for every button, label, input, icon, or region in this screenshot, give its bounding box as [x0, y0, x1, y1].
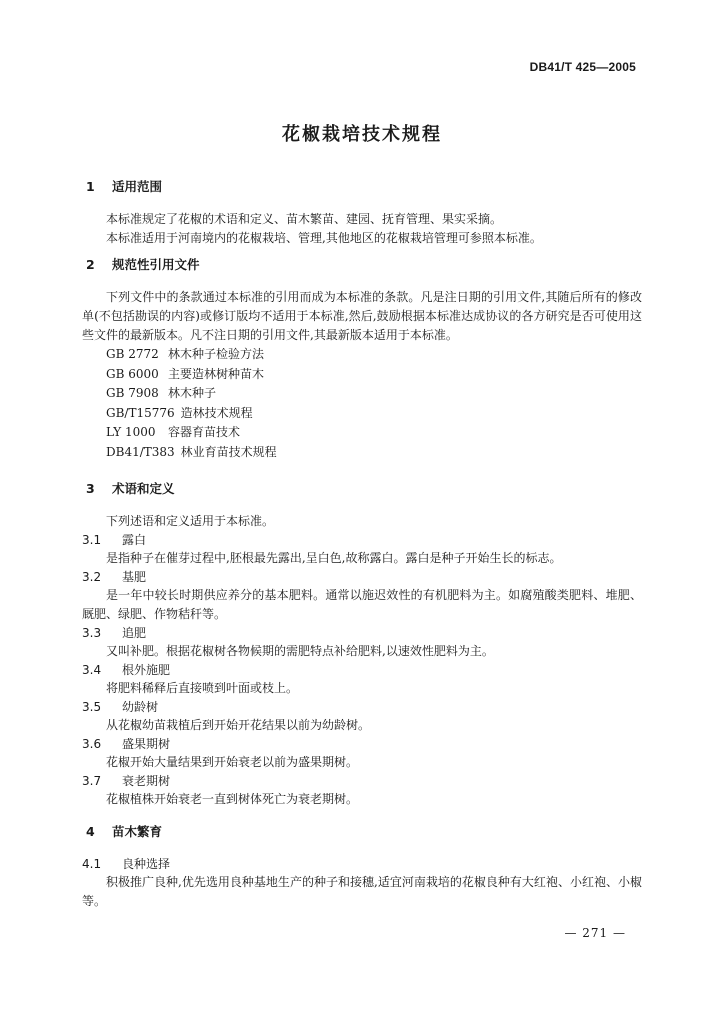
term-name: 衰老期树 — [122, 774, 171, 788]
section-heading-4 — [82, 823, 642, 841]
reference-name: 林木种子 — [168, 386, 217, 400]
term-heading — [82, 531, 642, 549]
paragraph: 下列文件中的条款通过本标准的引用而成为本标准的条款。凡是注日期的引用文件,其随后所有的修改单(不包括勘误的内容)或修订版均不适用于本标准,然后,鼓励根据本标准达成协议的各方研究是否可使用这些文件的最新版本。凡不注日期的引用文件,其最新版本适用于本标准。 — [82, 290, 642, 342]
section-title: 苗木繁育 — [112, 824, 163, 839]
paragraph: 积极推广良种,优先选用良种基地生产的种子和接穗,适宜河南栽培的花椒良种有大红袍、小红袍、小椒等。 — [82, 875, 642, 908]
subsection-title: 良种选择 — [122, 857, 171, 871]
paragraph: 本标准规定了花椒的术语和定义、苗木繁苗、建园、抚育管理、果实采摘。 — [106, 212, 503, 226]
reference-name: 林木种子检验方法 — [168, 347, 265, 361]
reference-item — [82, 384, 642, 404]
term-number: 3.1 — [82, 533, 102, 547]
term-number: 3.3 — [82, 626, 102, 640]
reference-code: GB 7908 — [106, 386, 159, 400]
term-heading — [82, 698, 642, 716]
term-definition: 又叫补肥。根据花椒树各物候期的需肥特点补给肥料,以速效性肥料为主。 — [106, 644, 494, 658]
reference-item — [82, 345, 642, 365]
reference-item — [82, 404, 642, 424]
term-name: 幼龄树 — [122, 700, 159, 714]
term-definition: 是一年中较长时期供应养分的基本肥料。通常以施迟效性的有机肥料为主。如腐殖酸类肥料、堆肥、厩肥、绿肥、作物秸秆等。 — [82, 588, 642, 621]
reference-code: LY 1000 — [106, 425, 156, 439]
subsection-heading — [82, 855, 642, 873]
term-heading — [82, 735, 642, 753]
term-number: 3.7 — [82, 774, 102, 788]
section-heading-1 — [82, 178, 642, 196]
reference-name: 主要造林树种苗木 — [168, 366, 265, 381]
term-definition: 是指种子在催芽过程中,胚根最先露出,呈白色,故称露白。露白是种子开始生长的标志。 — [106, 551, 562, 565]
page-title: 花椒栽培技术规程 — [282, 124, 442, 145]
standard-code: DB41/T 425—2005 — [529, 60, 636, 74]
reference-item — [82, 365, 642, 385]
term-name: 追肥 — [122, 626, 147, 640]
reference-name: 造林技术规程 — [180, 405, 253, 420]
term-heading — [82, 624, 642, 642]
term-definition: 从花椒幼苗栽植后到开始开花结果以前为幼龄树。 — [106, 718, 371, 732]
section-number: 2 — [86, 257, 95, 272]
term-number: 3.2 — [82, 570, 102, 584]
term-name: 露白 — [122, 533, 147, 547]
term-number: 3.6 — [82, 737, 102, 751]
reference-item — [82, 443, 642, 463]
section-title: 术语和定义 — [112, 481, 175, 496]
term-heading — [82, 661, 642, 679]
section-title: 适用范围 — [112, 179, 163, 194]
term-number: 3.4 — [82, 663, 102, 677]
term-heading — [82, 772, 642, 790]
reference-code: DB41/T383 — [106, 444, 175, 459]
section-heading-2 — [82, 256, 642, 274]
paragraph: 下列述语和定义适用于本标准。 — [106, 514, 275, 528]
subsection-number: 4.1 — [82, 857, 102, 871]
term-definition: 花椒开始大量结果到开始衰老以前为盛果期树。 — [106, 755, 359, 769]
term-heading — [82, 568, 642, 586]
section-number: 3 — [86, 481, 95, 496]
reference-name: 容器育苗技术 — [168, 425, 241, 439]
reference-code: GB 2772 — [106, 347, 159, 361]
section-number: 1 — [86, 179, 95, 194]
reference-name: 林业育苗技术规程 — [180, 444, 277, 459]
term-number: 3.5 — [82, 700, 102, 714]
term-name: 盛果期树 — [122, 737, 171, 751]
reference-code: GB/T15776 — [106, 405, 175, 420]
page-number: — 271 — — [564, 926, 626, 940]
section-title: 规范性引用文件 — [112, 257, 200, 272]
section-number: 4 — [86, 824, 95, 839]
reference-list — [82, 345, 642, 462]
term-name: 基肥 — [122, 570, 147, 584]
term-name: 根外施肥 — [122, 663, 171, 677]
reference-item — [82, 423, 642, 443]
term-definition: 花椒植株开始衰老一直到树体死亡为衰老期树。 — [106, 792, 359, 806]
document-body — [82, 178, 642, 911]
section-heading-3 — [82, 480, 642, 498]
reference-code: GB 6000 — [106, 366, 159, 381]
term-definition: 将肥料稀释后直接喷到叶面或枝上。 — [106, 681, 299, 695]
paragraph: 本标准适用于河南境内的花椒栽培、管理,其他地区的花椒栽培管理可参照本标准。 — [106, 231, 542, 245]
